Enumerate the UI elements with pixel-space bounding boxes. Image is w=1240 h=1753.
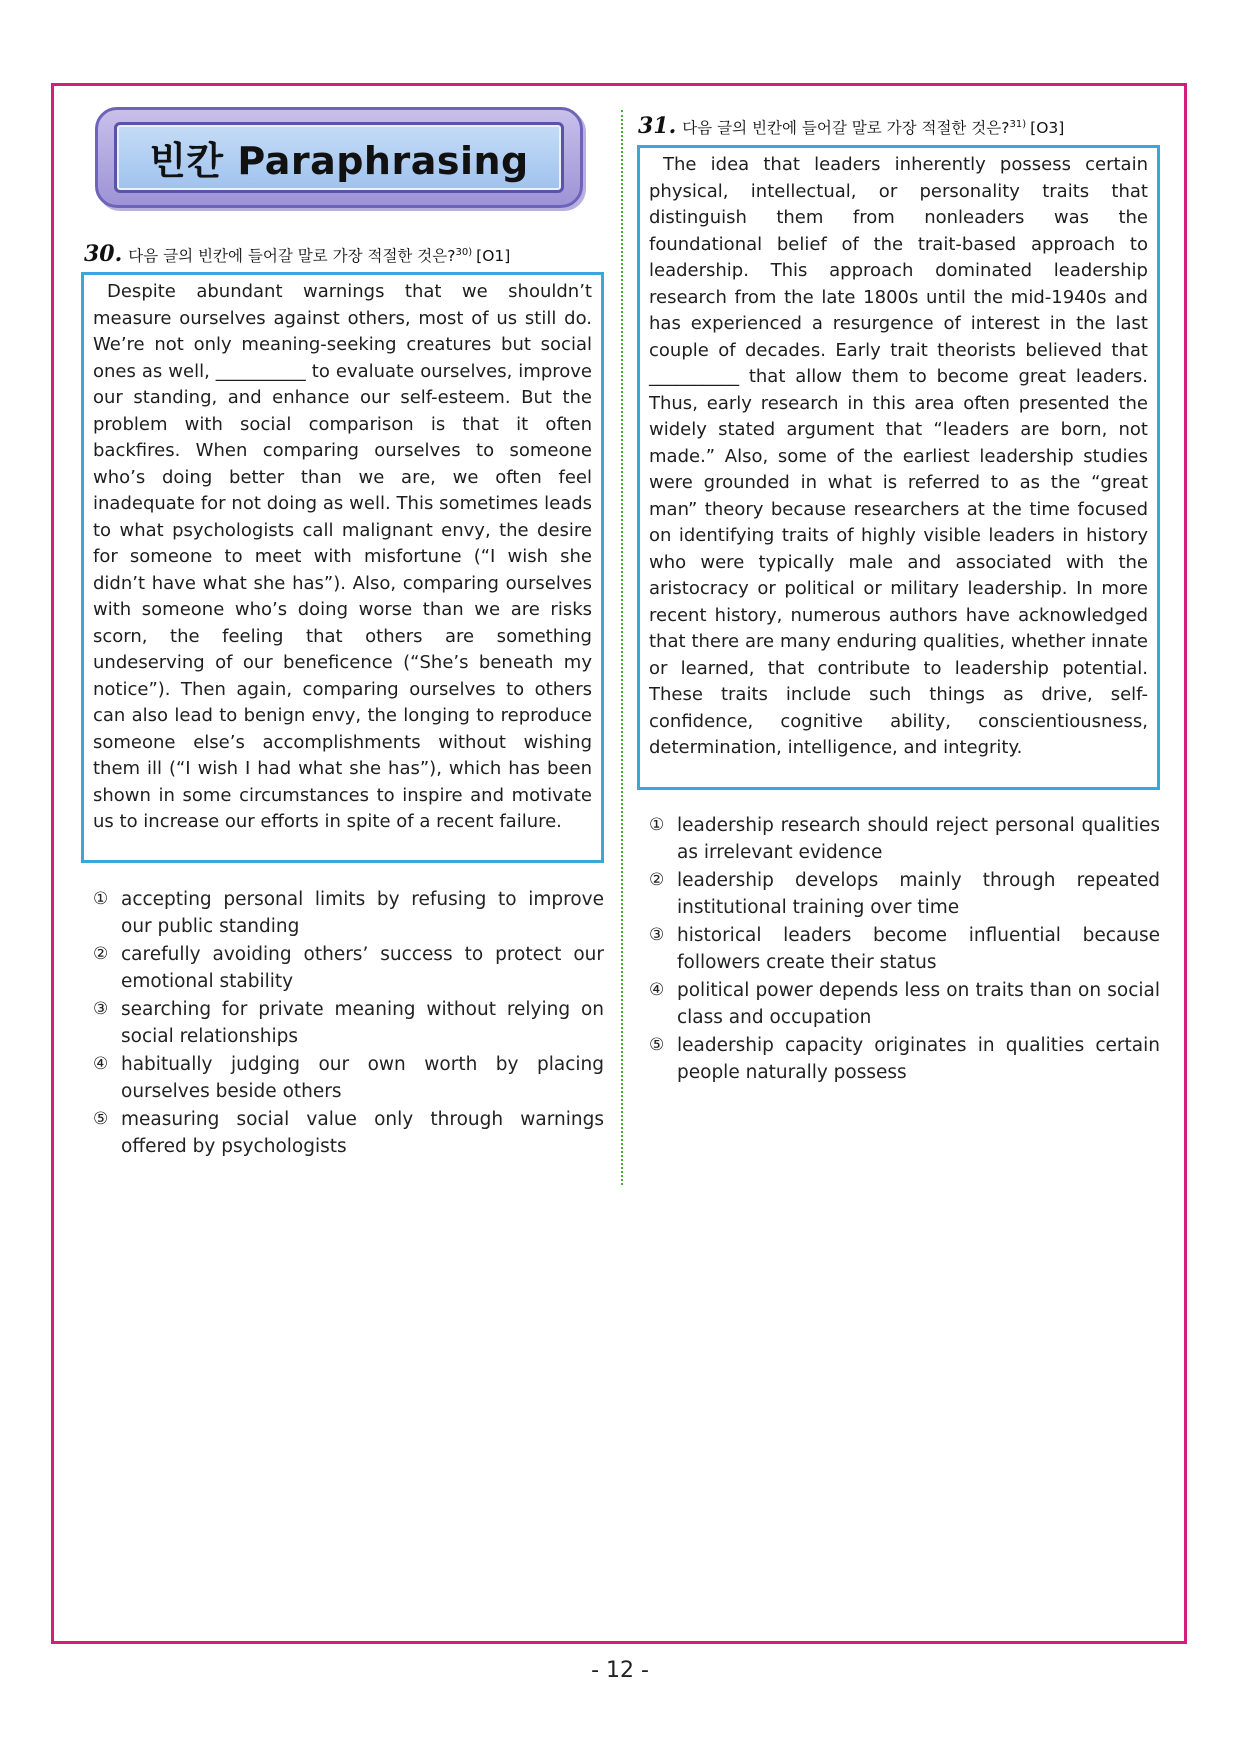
option-mark: ③ <box>649 925 665 945</box>
option-text: habitually judging our own worth by placing ourselves beside others <box>121 1054 604 1102</box>
footnote-ref: 31) <box>1009 118 1027 130</box>
option-text: leadership develops mainly through repeated institutional training over time <box>677 870 1160 918</box>
option-mark: ③ <box>93 999 109 1019</box>
option-mark: ⑤ <box>93 1109 109 1129</box>
option-5[interactable] <box>93 1106 604 1160</box>
option-4[interactable] <box>649 977 1160 1031</box>
option-text: political power depends less on traits than on social class and occupation <box>677 980 1160 1028</box>
question-number: 31. <box>638 113 677 139</box>
option-3[interactable] <box>649 922 1160 976</box>
option-text: historical leaders become influential because followers create their status <box>677 925 1160 973</box>
question-31-heading <box>638 113 1064 139</box>
option-text: measuring social value only through warnings offered by psychologists <box>121 1109 604 1157</box>
option-mark: ② <box>649 870 665 890</box>
question-30-options <box>93 886 604 1161</box>
option-mark: ④ <box>93 1054 109 1074</box>
option-2[interactable] <box>649 867 1160 921</box>
option-mark: ② <box>93 944 109 964</box>
question-number: 30. <box>84 241 123 267</box>
question-prompt: 다음 글의 빈칸에 들어갈 말로 가장 적절한 것은? <box>128 247 456 265</box>
option-1[interactable] <box>649 812 1160 866</box>
option-text: accepting personal limits by refusing to improve our public standing <box>121 889 604 937</box>
question-code: [O3] <box>1030 119 1065 137</box>
question-31-passage: The idea that leaders inherently possess certain physical, intellectual, or personality traits that distinguish them from nonleaders was the foundational belief of the trait-based approach to leadership. This approach dominated leadership research from the late 1800s until the mid-1940s and has experienced a resurgence of interest in the last couple of decades. Early trait theorists believed that __________ that allow them to become great leaders. Thus, early research in this area often presented the widely stated argument that “leaders are born, not made.” Also, some of the earliest leadership studies were grounded in what is referred to as the “great man” theory because researchers at the time focused on identifying traits of highly visible leaders in history who were typically male and associated with the aristocracy or political or military leadership. In more recent history, numerous authors have acknowledged that there are many enduring qualities, whether innate or learned, that contribute to leadership potential. These traits include such things as drive, self-confidence, cognitive ability, conscientiousness, determination, intelligence, and integrity. <box>637 145 1160 790</box>
option-mark: ④ <box>649 980 665 1000</box>
option-mark: ① <box>649 815 665 835</box>
section-banner-inner <box>114 122 564 193</box>
option-mark: ⑤ <box>649 1035 665 1055</box>
question-31-options <box>649 812 1160 1087</box>
question-30-heading <box>84 241 510 267</box>
option-3[interactable] <box>93 996 604 1050</box>
question-prompt: 다음 글의 빈칸에 들어갈 말로 가장 적절한 것은? <box>682 119 1010 137</box>
footnote-ref: 30) <box>455 246 473 258</box>
option-2[interactable] <box>93 941 604 995</box>
option-4[interactable] <box>93 1051 604 1105</box>
question-30-passage: Despite abundant warnings that we shouldn’t measure ourselves against others, most of us still do. We’re not only meaning-seeking creatures but social ones as well, __________ to evaluate ourselves, improve our standing, and enhance our self-esteem. But the problem with social comparison is that it often backfires. When comparing ourselves to someone who’s doing better than we are, we often feel inadequate for not doing as well. This sometimes leads to what psychologists call malignant envy, the desire for someone to meet with misfortune (“I wish she didn’t have what she has”). Also, comparing ourselves with someone who’s doing worse than we are risks scorn, the feeling that others are something undeserving of our beneficence (“She’s beneath my notice”). Then again, comparing ourselves to others can also lead to benign envy, the longing to reproduce someone else’s accomplishments without wishing them ill (“I wish I had what she has”), which has been shown in some circumstances to inspire and motivate us to increase our efforts in spite of a recent failure. <box>81 272 604 863</box>
option-text: leadership capacity originates in qualities certain people naturally possess <box>677 1035 1160 1083</box>
question-code: [O1] <box>476 247 511 265</box>
section-title: 빈칸 Paraphrasing <box>149 139 529 183</box>
column-divider <box>621 110 623 1185</box>
option-mark: ① <box>93 889 109 909</box>
option-text: carefully avoiding others’ success to protect our emotional stability <box>121 944 604 992</box>
section-banner <box>95 107 583 208</box>
page-number: - 12 - <box>591 1658 649 1683</box>
option-text: leadership research should reject personal qualities as irrelevant evidence <box>677 815 1160 863</box>
option-1[interactable] <box>93 886 604 940</box>
option-5[interactable] <box>649 1032 1160 1086</box>
option-text: searching for private meaning without relying on social relationships <box>121 999 604 1047</box>
